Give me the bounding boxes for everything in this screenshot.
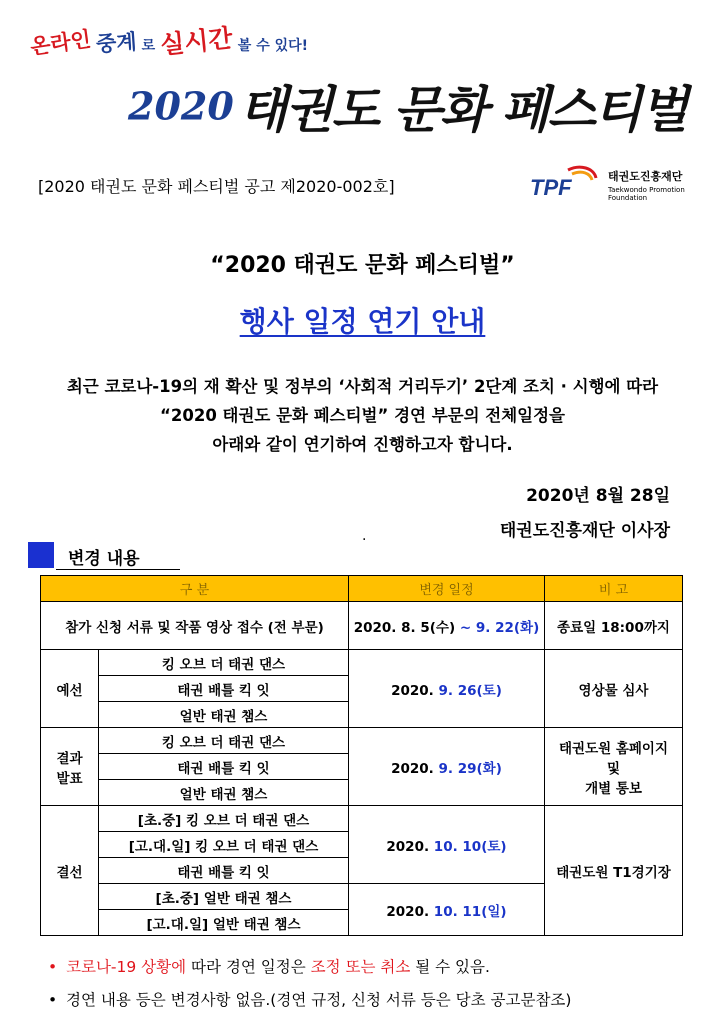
schedule-table — [40, 575, 683, 936]
header-schedule: 변경 일정 — [349, 576, 545, 602]
header-note: 비 고 — [545, 576, 683, 602]
note-2-text: 경연 내용 등은 변경사항 없음.(경연 규정, 신청 서류 등은 당초 공고문참조) — [66, 991, 572, 1009]
bullet-icon: • — [48, 991, 58, 1009]
body-line-2: “2020 태권도 문화 페스티벌” 경연 부문의 전체일정을 — [160, 406, 565, 425]
result-item: 킹 오브 더 태권 댄스 — [99, 728, 349, 754]
result-item: 태권 배틀 킥 잇 — [99, 754, 349, 780]
result-date-year: 2020. — [391, 760, 434, 777]
section-title: 변경 내용 — [68, 549, 140, 569]
announcement-date: 2020년 8월 28일 — [526, 486, 670, 506]
result-item: 얼반 태권 챔스 — [99, 780, 349, 806]
final-item: [초.중] 얼반 태권 챔스 — [99, 884, 349, 910]
apply-date-end: ~ 9. 22(화) — [459, 619, 540, 636]
festival-logo — [128, 70, 687, 140]
apply-date-start: 2020. 8. 5(수) — [353, 619, 456, 636]
page-title: “2020 태권도 문화 페스티벌” — [210, 253, 515, 278]
table-row — [41, 602, 683, 650]
result-note-line1: 태권도원 홈페이지 — [558, 740, 669, 757]
final-date-1 — [349, 806, 545, 884]
final-note: 태권도원 T1경기장 — [545, 806, 683, 936]
prelim-item: 얼반 태권 챔스 — [99, 702, 349, 728]
org-name-en: Taekwondo Promotion Foundation — [608, 186, 685, 202]
signatory: 태권도진흥재단 이사장 — [499, 521, 670, 541]
result-date-day: 9. 29(화) — [438, 760, 502, 777]
table-header-row — [41, 576, 683, 602]
result-note-line2: 및 — [606, 760, 621, 777]
final-date-2 — [349, 884, 545, 936]
body-line-1: 최근 코로나-19의 재 확산 및 정부의 ‘사회적 거리두기’ 2단계 조치 · 시행에 따라 — [66, 377, 659, 396]
final-item: 태권 배틀 킥 잇 — [99, 858, 349, 884]
note-1-red-a: 코로나-19 상황에 — [66, 958, 187, 976]
stray-mark: . — [362, 528, 367, 544]
result-note-line3: 개별 통보 — [585, 780, 642, 797]
result-date — [349, 728, 545, 806]
note-1-red-b: 조정 또는 취소 — [310, 958, 411, 976]
tagline-online: 온라인 — [28, 26, 93, 60]
festival-logo-year: 2020 — [128, 83, 234, 129]
festival-logo-name: 태권도 문화 페스티벌 — [238, 80, 687, 139]
tpf-mark-text: TPF — [530, 175, 572, 200]
table-row — [41, 650, 683, 676]
org-logo — [528, 160, 708, 204]
table-row — [41, 728, 683, 754]
prelim-date-year: 2020. — [391, 682, 434, 699]
final-date-2-year: 2020. — [386, 903, 430, 920]
final-date-1-day: 10. 10(토) — [433, 838, 507, 855]
final-item: [고.대.일] 얼반 태권 챔스 — [99, 910, 349, 936]
final-date-1-year: 2020. — [386, 838, 430, 855]
result-note — [545, 728, 683, 806]
section-square-icon — [28, 542, 54, 568]
body-line-3: 아래와 같이 연기하여 진행하고자 합니다. — [212, 435, 513, 454]
section-header — [28, 540, 188, 570]
festival-tagline — [30, 22, 330, 72]
tagline-broadcast: 중계 — [95, 29, 138, 57]
org-name-ko: 태권도진흥재단 — [608, 170, 683, 183]
prelim-note: 영상물 심사 — [545, 650, 683, 728]
final-date-2-day: 10. 11(일) — [433, 903, 507, 920]
tpf-logo-icon — [528, 164, 598, 200]
notice-number: [2020 태권도 문화 페스티벌 공고 제2020-002호] — [38, 177, 395, 196]
prelim-item: 태권 배틀 킥 잇 — [99, 676, 349, 702]
apply-note: 종료일 18:00까지 — [545, 602, 683, 650]
note-1 — [48, 955, 571, 988]
result-group-line1: 결과 — [56, 750, 83, 767]
final-item: [초.중] 킹 오브 더 태권 댄스 — [99, 806, 349, 832]
tagline-realtime: 실시간 — [159, 23, 235, 60]
prelim-item: 킹 오브 더 태권 댄스 — [99, 650, 349, 676]
note-2 — [48, 988, 571, 1021]
prelim-date — [349, 650, 545, 728]
notes — [48, 955, 571, 1021]
header-category: 구 분 — [41, 576, 349, 602]
prelim-date-day: 9. 26(토) — [438, 682, 502, 699]
bullet-icon: • — [48, 958, 58, 976]
tagline-watch: 볼 수 있다! — [237, 38, 309, 54]
result-group — [41, 728, 99, 806]
final-group: 결선 — [41, 806, 99, 936]
apply-date — [349, 602, 545, 650]
note-1-black-b: 될 수 있음. — [410, 958, 490, 976]
table-row — [41, 806, 683, 832]
note-1-black-a: 따라 경연 일정은 — [186, 958, 311, 976]
final-item: [고.대.일] 킹 오브 더 태권 댄스 — [99, 832, 349, 858]
prelim-group: 예선 — [41, 650, 99, 728]
result-group-line2: 발표 — [56, 770, 83, 787]
section-underline — [56, 569, 180, 570]
page-subtitle: 행사 일정 연기 안내 — [239, 305, 486, 338]
tagline-particle: 로 — [141, 38, 156, 54]
apply-label: 참가 신청 서류 및 작품 영상 접수 (전 부문) — [41, 602, 349, 650]
